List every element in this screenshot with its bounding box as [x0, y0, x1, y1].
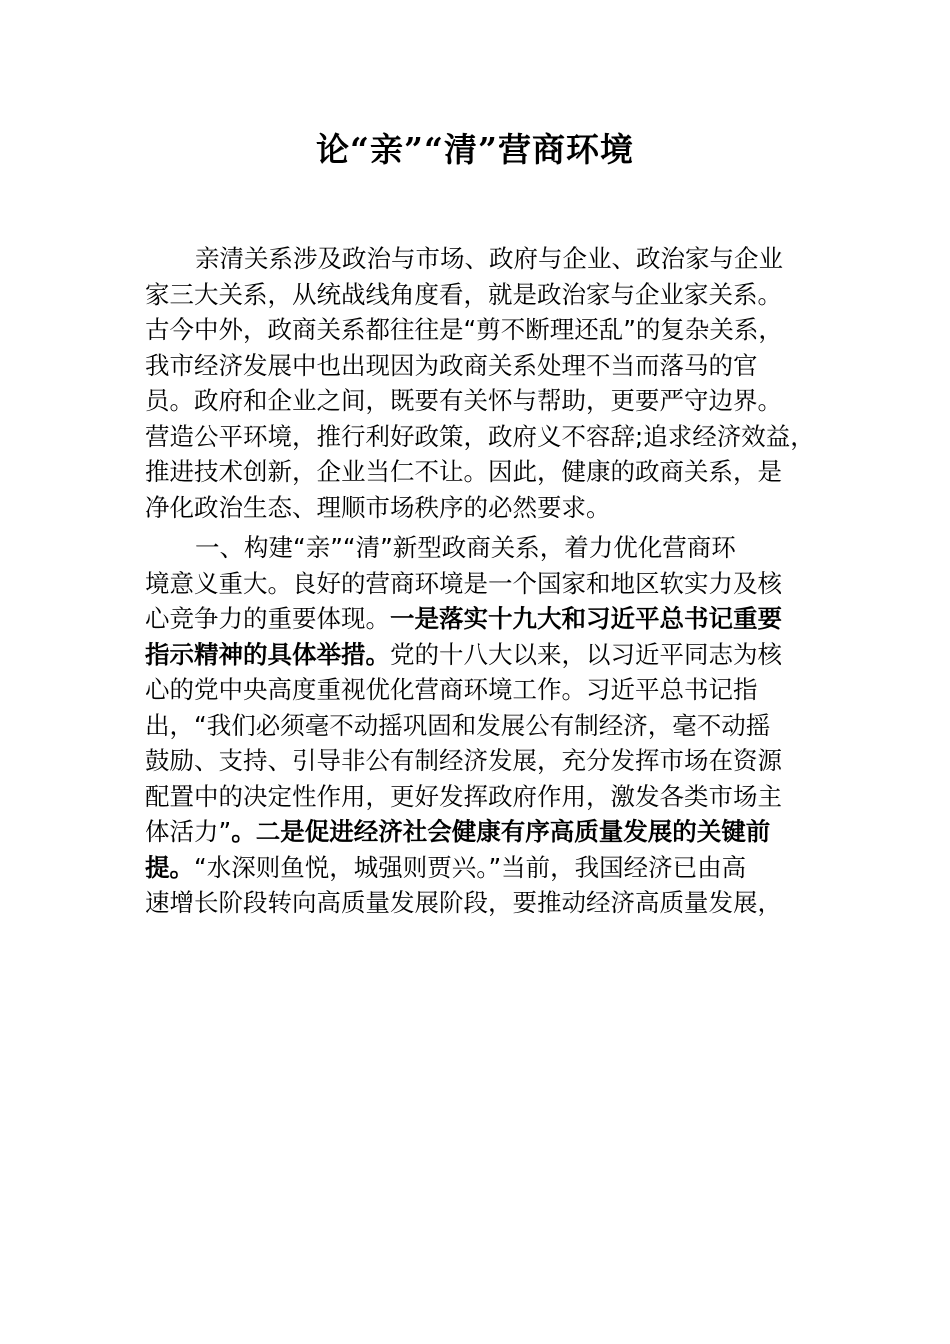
text-line: 古今中外，政商关系都往往是“剪不断理还乱”的复杂关系， [145, 315, 783, 344]
text-run: 心竞争力的重要体现。 [145, 604, 390, 633]
text-line: 营造公平环境，推行利好政策，政府义不容辞;追求经济效益， [145, 421, 815, 451]
paragraph-section-one [145, 530, 825, 921]
text-line: 心的党中央高度重视优化营商环境工作。习近平总书记指 [145, 675, 758, 704]
bold-text-run: 。二是促进经济社会健康有序高质量发展的关键前 [231, 817, 771, 846]
text-line: 员。政府和企业之间，既要有关怀与帮助，更要严守边界。 [145, 386, 782, 415]
text-line: 家三大关系，从统战线角度看，就是政治家与企业家关系。 [145, 279, 782, 309]
text-line [145, 637, 825, 673]
text-line: 境意义重大。良好的营商环境是一个国家和地区软实力及核 [145, 568, 782, 598]
text-line: 出，“我们必须毫不动摇巩固和发展公有制经济，毫不动摇 [145, 710, 771, 740]
text-run: 党的十八大以来，以习近平同志为核 [390, 639, 782, 669]
bold-text-run: 指示精神的具体举措。 [145, 639, 390, 669]
text-line: 配置中的决定性作用，更好发挥政府作用，激发各类市场主 [145, 781, 782, 811]
text-line: 净化政治生态、理顺市场秩序的必然要求。 [145, 492, 611, 522]
text-run: “水深则鱼悦，城强则贾兴。”当前，我国经济已由高 [194, 852, 747, 882]
bold-text-run: 一是落实十九大和习近平总书记重要 [390, 604, 782, 633]
text-line: 亲清关系涉及政治与市场、政府与企业、政治家与企业 [195, 244, 783, 273]
bold-text-run: 提。 [145, 852, 194, 882]
text-line: 一、构建“亲”“清”新型政商关系，着力优化营商环 [195, 533, 736, 562]
text-line: 我市经济发展中也出现因为政商关系处理不当而落马的官 [145, 350, 758, 380]
text-run: 体活力” [145, 817, 232, 846]
text-line: 速增长阶段转向高质量发展阶段，要推动经济高质量发展， [145, 888, 782, 917]
text-line: 鼓励、支持、引导非公有制经济发展，充分发挥市场在资源 [145, 746, 782, 775]
text-line: 推进技术创新，企业当仁不让。因此，健康的政商关系，是 [145, 457, 782, 486]
document-title: 论“亲”“清”营商环境 [316, 130, 634, 169]
paragraph-intro [145, 241, 825, 525]
text-line [145, 814, 825, 850]
text-line [145, 850, 825, 886]
text-line [145, 601, 825, 637]
